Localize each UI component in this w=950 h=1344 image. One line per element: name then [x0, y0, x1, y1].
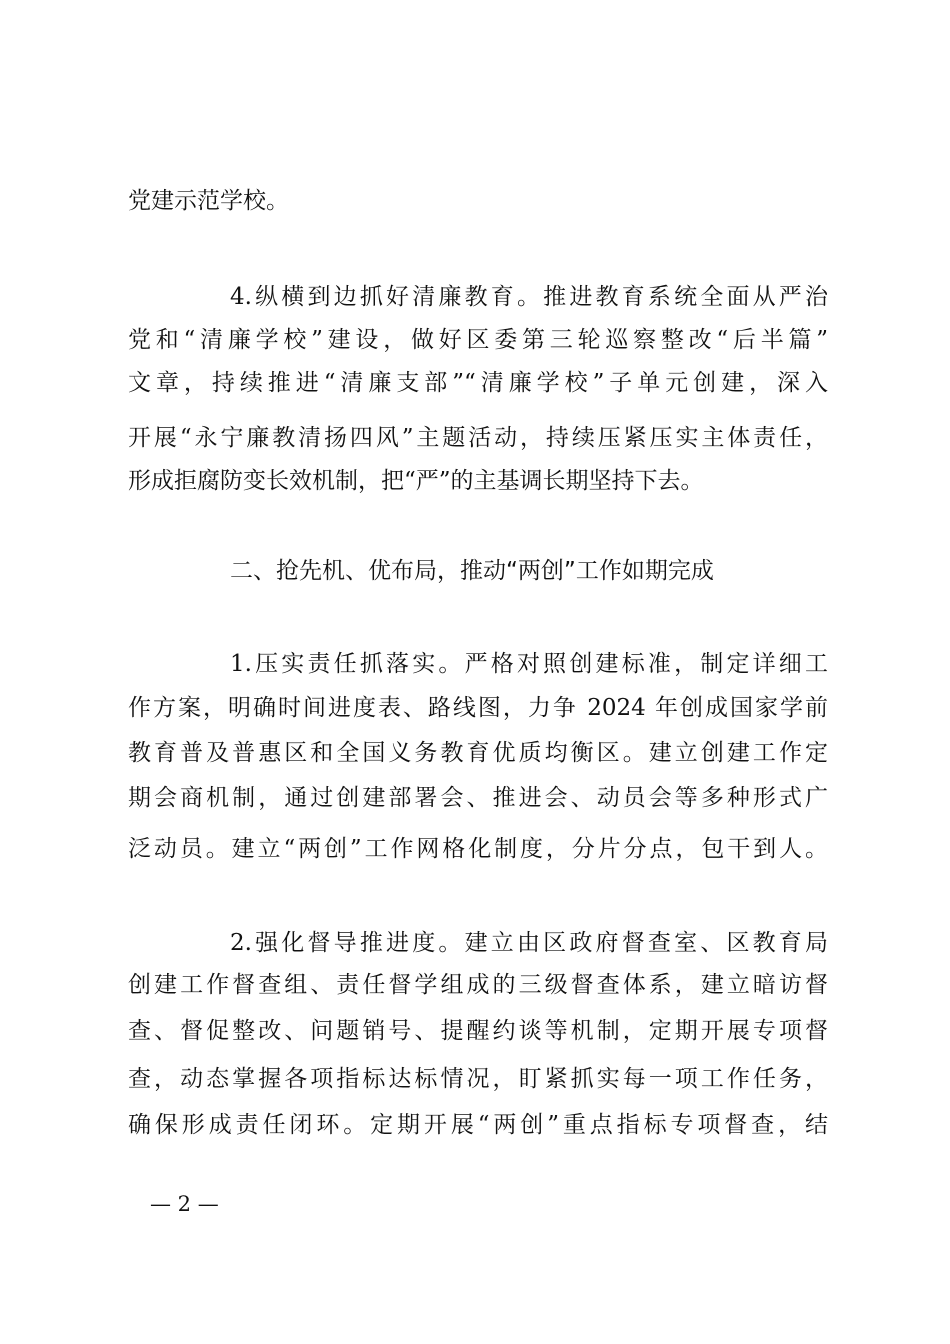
paragraph-line: 查，动态掌握各项指标达标情况，盯紧抓实每一项工作任务，	[128, 1066, 828, 1092]
paragraph-line: 查、督促整改、问题销号、提醒约谈等机制，定期开展专项督	[128, 1018, 828, 1044]
paragraph-continuation: 党建示范学校。	[128, 188, 289, 214]
paragraph-line: 形成拒腐防变长效机制，把“严”的主基调长期坚持下去。	[128, 468, 704, 494]
section-heading: 二、抢先机、优布局，推动“两创”工作如期完成	[230, 558, 714, 584]
paragraph-line: 教育普及普惠区和全国义务教育优质均衡区。建立创建工作定	[128, 740, 828, 766]
paragraph-line: 1.压实责任抓落实。严格对照创建标准，制定详细工	[230, 651, 828, 677]
paragraph-line: 4.纵横到边抓好清廉教育。推进教育系统全面从严治	[230, 284, 828, 310]
paragraph-line: 开展“永宁廉教清扬四风”主题活动，持续压紧压实主体责任，	[128, 425, 828, 451]
paragraph-line: 期会商机制，通过创建部署会、推进会、动员会等多种形式广	[128, 785, 828, 811]
paragraph-line: 泛动员。建立“两创”工作网格化制度，分片分点，包干到人。	[128, 836, 828, 862]
paragraph-line: 党和“清廉学校”建设，做好区委第三轮巡察整改“后半篇”	[128, 327, 828, 353]
paragraph-line: 2.强化督导推进度。建立由区政府督查室、区教育局	[230, 930, 828, 956]
paragraph-line: 文章，持续推进“清廉支部”“清廉学校”子单元创建，深入	[128, 370, 828, 396]
paragraph-line: 创建工作督查组、责任督学组成的三级督查体系，建立暗访督	[128, 972, 828, 998]
page-number: — 2 —	[150, 1192, 219, 1216]
paragraph-line: 作方案，明确时间进度表、路线图，力争 2024 年创成国家学前	[128, 695, 828, 721]
paragraph-line: 确保形成责任闭环。定期开展“两创”重点指标专项督查，结	[128, 1112, 828, 1138]
